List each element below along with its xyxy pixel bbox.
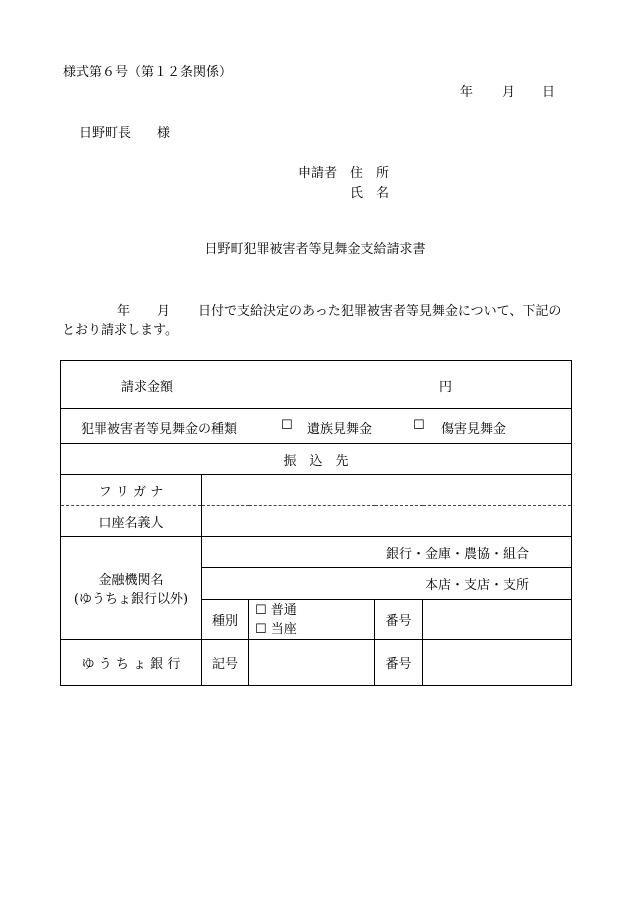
amount-cell[interactable] bbox=[61, 361, 572, 409]
document-title: 日野町犯罪被害者等見舞金支給請求書 bbox=[204, 242, 426, 257]
branch-name-input[interactable] bbox=[202, 568, 572, 600]
financial-institution-note: (ゆうちょ銀行以外) bbox=[73, 592, 189, 607]
account-type-current[interactable]: ☐ 当座 bbox=[255, 621, 297, 637]
account-number-label: 番号 bbox=[375, 600, 423, 640]
applicant-address-label: 住 所 bbox=[350, 166, 390, 181]
date-day: 日 bbox=[542, 85, 556, 100]
furigana-label: フ リ ガ ナ bbox=[61, 475, 202, 506]
body-month: 月 bbox=[157, 304, 171, 319]
financial-institution-label: 金融機関名 bbox=[98, 573, 164, 588]
checkbox-icon[interactable]: ☐ bbox=[413, 418, 425, 433]
type-option-injury: 傷害見舞金 bbox=[441, 422, 507, 437]
bank-name-input[interactable] bbox=[202, 537, 572, 568]
addressee: 日野町長 様 bbox=[79, 126, 171, 141]
applicant-label: 申請者 bbox=[298, 166, 338, 181]
furigana-input[interactable] bbox=[202, 475, 572, 506]
applicant-name-label: 氏 名 bbox=[350, 186, 390, 201]
amount-unit: 円 bbox=[439, 380, 453, 395]
body-text-line2: とおり請求します。 bbox=[62, 323, 178, 338]
yucho-label: ゆ う ち ょ 銀 行 bbox=[61, 640, 202, 686]
account-holder-row bbox=[61, 506, 572, 537]
body-text-line1: 日付で支給決定のあった犯罪被害者等見舞金について、下記の bbox=[198, 304, 562, 319]
account-type-ordinary[interactable]: ☐ 普通 bbox=[255, 602, 297, 618]
checkbox-icon[interactable]: ☐ bbox=[255, 621, 267, 637]
type-label: 犯罪被害者等見舞金の種類 bbox=[81, 422, 238, 437]
date-year: 年 bbox=[460, 85, 474, 100]
request-table bbox=[60, 360, 572, 686]
type-option-bereaved: 遺族見舞金 bbox=[307, 422, 373, 437]
type-row bbox=[61, 409, 572, 444]
account-number-input[interactable] bbox=[423, 600, 572, 640]
type-cell bbox=[61, 409, 572, 444]
financial-institution-label-cell bbox=[61, 537, 202, 640]
transfer-header-row bbox=[61, 444, 572, 475]
yucho-row bbox=[61, 640, 572, 686]
bank-row bbox=[61, 537, 572, 568]
bank-types: 銀行・金庫・農協・組合 bbox=[386, 546, 530, 562]
checkbox-icon[interactable]: ☐ bbox=[255, 602, 267, 618]
amount-label: 請求金額 bbox=[121, 380, 174, 395]
account-holder-label: 口座名義人 bbox=[61, 506, 202, 537]
account-type-label: 種別 bbox=[202, 600, 249, 640]
checkbox-icon[interactable]: ☐ bbox=[281, 418, 293, 433]
yucho-symbol-label: 記号 bbox=[202, 640, 249, 686]
branch-types: 本店・支店・支所 bbox=[425, 578, 530, 593]
date-month: 月 bbox=[502, 85, 516, 100]
transfer-header: 振 込 先 bbox=[61, 444, 572, 475]
form-number: 様式第６号（第１２条関係） bbox=[63, 65, 233, 80]
yucho-symbol-input[interactable] bbox=[249, 640, 375, 686]
amount-row bbox=[61, 361, 572, 409]
account-holder-input[interactable] bbox=[202, 506, 572, 537]
yucho-number-input[interactable] bbox=[423, 640, 572, 686]
yucho-number-label: 番号 bbox=[375, 640, 423, 686]
body-year: 年 bbox=[117, 304, 131, 319]
furigana-row bbox=[61, 475, 572, 506]
account-type-options bbox=[249, 600, 375, 640]
